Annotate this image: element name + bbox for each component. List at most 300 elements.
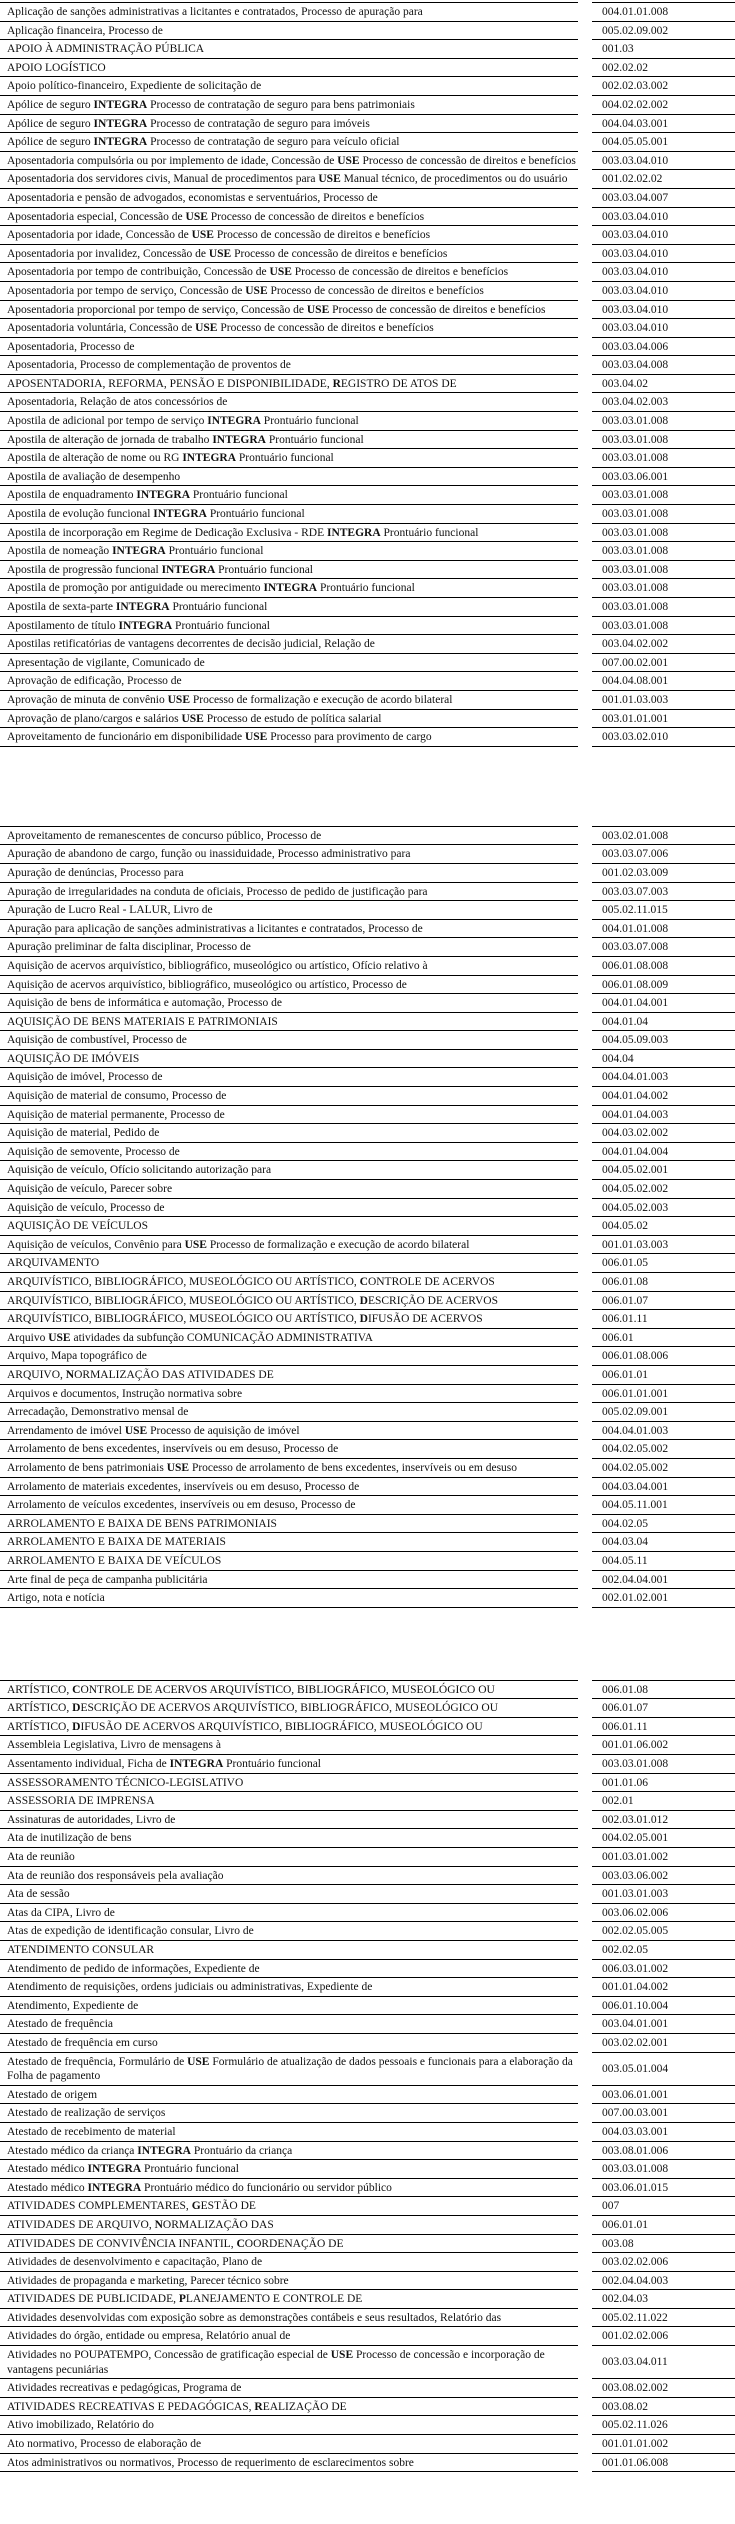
column-gap <box>578 1217 592 1236</box>
column-gap <box>578 301 592 320</box>
index-row <box>0 1254 735 1273</box>
entry-cell <box>0 319 578 338</box>
column-gap <box>578 2309 592 2328</box>
index-row <box>0 2086 735 2105</box>
entry-text: Processo de contratação de seguro para bens patrimoniais <box>147 98 415 111</box>
column-gap <box>578 1310 592 1329</box>
index-row <box>0 1718 735 1737</box>
entry-text: Arrendamento de imóvel <box>7 1424 125 1437</box>
entry-cell <box>0 1478 578 1497</box>
index-row <box>0 1199 735 1218</box>
entry-cell <box>0 1811 578 1830</box>
entry-text: Atestado médico da criança <box>7 2144 138 2157</box>
index-row <box>0 1329 735 1348</box>
classification-code: 004.05.02.003 <box>592 1199 735 1218</box>
entry-text: Aprovação de plano/cargos e salários <box>7 712 182 725</box>
entry-cell <box>0 1885 578 1904</box>
entry-cell <box>0 1087 578 1106</box>
bold-keyword: USE <box>208 247 232 260</box>
classification-code: 003.03.01.008 <box>592 542 735 561</box>
entry-text: Aproveitamento de funcionário em disponibilidade <box>7 731 245 744</box>
classification-code: 007 <box>592 2197 735 2216</box>
classification-code: 007.00.02.001 <box>592 654 735 673</box>
classification-code: 001.01.03.003 <box>592 1236 735 1255</box>
column-gap <box>578 2123 592 2142</box>
classification-code: 001.02.02.006 <box>592 2327 735 2346</box>
entry-cell <box>0 1217 578 1236</box>
index-row <box>0 1478 735 1497</box>
column-gap <box>578 2290 592 2309</box>
column-gap <box>578 2197 592 2216</box>
column-gap <box>578 170 592 189</box>
entry-text: Aposentadoria e pensão de advogados, economistas e serventuários, Processo de <box>7 191 378 204</box>
entry-text: Aproveitamento de remanescentes de concurso público, Processo de <box>7 829 322 842</box>
classification-code: 004.01.04.002 <box>592 1087 735 1106</box>
index-row <box>0 1403 735 1422</box>
entry-text: ONTROLE DE ACERVOS <box>367 1276 495 1288</box>
index-row <box>0 1755 735 1774</box>
entry-text: Aposentadoria dos servidores civis, Manual de procedimentos para <box>7 173 319 186</box>
bold-keyword: C <box>236 2237 245 2250</box>
classification-code: 004.01.04 <box>592 1013 735 1032</box>
classification-code: 005.02.11.022 <box>592 2309 735 2328</box>
entry-text: ATENDIMENTO CONSULAR <box>7 1944 155 1956</box>
bold-keyword: D <box>72 1720 81 1733</box>
classification-code: 003.03.04.010 <box>592 208 735 227</box>
index-row <box>0 2053 735 2086</box>
entry-text: Prontuário funcional <box>206 508 305 521</box>
entry-text: Arrolamento de bens excedentes, inservíveis ou em desuso, Processo de <box>7 1443 339 1456</box>
column-gap <box>578 2454 592 2473</box>
index-row <box>0 1867 735 1886</box>
entry-text: Aquisição de veículo, Parecer sobre <box>7 1183 173 1196</box>
entry-cell <box>0 1273 578 1292</box>
entry-text: Processo de concessão de direitos e benefícios <box>207 210 425 223</box>
column-gap <box>578 1774 592 1793</box>
classification-code: 001.02.02.02 <box>592 170 735 189</box>
column-gap <box>578 561 592 580</box>
entry-cell <box>0 245 578 264</box>
index-row <box>0 1217 735 1236</box>
index-row <box>0 468 735 487</box>
bold-keyword: R <box>254 2400 263 2413</box>
column-gap <box>578 1867 592 1886</box>
classification-code: 001.01.01.002 <box>592 2435 735 2454</box>
index-row <box>0 77 735 96</box>
column-gap <box>578 938 592 957</box>
bold-keyword: D <box>359 1313 368 1326</box>
entry-text: ARROLAMENTO E BAIXA DE MATERIAIS <box>7 1536 226 1549</box>
entry-text: Atos administrativos ou normativos, Processo de requerimento de esclarecimentos sobre <box>7 2456 414 2469</box>
entry-cell <box>0 2086 578 2105</box>
classification-code: 003.04.02 <box>592 375 735 394</box>
entry-cell <box>0 189 578 208</box>
column-gap <box>578 1811 592 1830</box>
entry-cell <box>0 1533 578 1552</box>
column-gap <box>578 2104 592 2123</box>
entry-text: Formulário de atualização de dados pessoais e funcionais para a elaboração da Folha de pagamento <box>7 2055 573 2083</box>
entry-text: Aposentadoria, Processo de complementação de proventos de <box>7 359 291 372</box>
index-row <box>0 1848 735 1867</box>
column-gap <box>578 2142 592 2161</box>
index-row <box>0 1978 735 1997</box>
entry-text: Apostila de enquadramento <box>7 489 137 502</box>
bold-keyword: G <box>191 2200 201 2213</box>
index-row <box>0 2379 735 2398</box>
entry-text: Aposentadoria por tempo de contribuição, Concessão de <box>7 266 270 279</box>
classification-code: 003.03.04.008 <box>592 356 735 375</box>
classification-code: 003.03.07.003 <box>592 883 735 902</box>
classification-code: 004.02.02.002 <box>592 96 735 115</box>
entry-text: Aquisição de material permanente, Processo de <box>7 1108 225 1121</box>
entry-cell <box>0 1829 578 1848</box>
entry-text: Apostila de evolução funcional <box>7 508 154 521</box>
entry-text: Prontuário funcional <box>223 1758 321 1771</box>
classification-index-table-2 <box>0 826 735 1608</box>
entry-text: ESCRIÇÃO DE ACERVOS ARQUIVÍSTICO, BIBLIOGRÁFICO, MUSEOLÓGICO OU <box>80 1702 499 1715</box>
bold-keyword: USE <box>124 1424 148 1437</box>
entry-text: Processo de concessão de direitos e benefícios <box>231 247 448 260</box>
classification-code: 004.01.04.001 <box>592 994 735 1013</box>
index-row <box>0 845 735 864</box>
classification-code: 004.05.05.001 <box>592 133 735 152</box>
index-row <box>0 2216 735 2235</box>
entry-text: Aplicação de sanções administrativas a licitantes e contratados, Processo de apuração para <box>7 6 423 18</box>
entry-cell <box>0 957 578 976</box>
entry-text: ATIVIDADES RECREATIVAS E PEDAGÓGICAS, <box>7 2400 255 2413</box>
index-row <box>0 617 735 636</box>
classification-code: 004.03.04 <box>592 1533 735 1552</box>
index-row <box>0 1050 735 1069</box>
classification-code: 003.03.04.011 <box>592 2346 735 2379</box>
classification-code: 004.04.01.003 <box>592 1422 735 1441</box>
entry-cell <box>0 1552 578 1571</box>
column-gap <box>578 375 592 394</box>
classification-code: 003.03.04.010 <box>592 245 735 264</box>
entry-text: Prontuário funcional <box>190 489 288 502</box>
entry-text: Aquisição de acervos arquivístico, bibliográfico, museológico ou artístico, Processo de <box>7 978 407 991</box>
classification-code: 004.05.02.001 <box>592 1161 735 1180</box>
entry-cell <box>0 1680 578 1700</box>
entry-cell <box>0 338 578 357</box>
entry-cell <box>0 938 578 957</box>
entry-text: ORMALIZAÇÃO DAS <box>162 2218 274 2231</box>
index-row <box>0 524 735 543</box>
classification-code: 006.01.01.001 <box>592 1385 735 1404</box>
entry-text: Atividades desenvolvidas com exposição sobre as demonstrações contábeis e seus resultados, Relatório das <box>7 2311 502 2324</box>
classification-code: 006.01.11 <box>592 1310 735 1329</box>
classification-code: 003.03.07.008 <box>592 938 735 957</box>
entry-text: Apólice de seguro <box>7 98 94 111</box>
entry-text: Apostila de progressão funcional <box>7 563 162 576</box>
entry-text: Apostila de sexta-parte <box>7 601 116 613</box>
classification-code: 003.03.01.008 <box>592 412 735 431</box>
entry-cell <box>0 40 578 59</box>
entry-text: Atestado de recebimento de material <box>7 2125 176 2138</box>
entry-cell <box>0 845 578 864</box>
classification-code: 002.01.02.001 <box>592 1589 735 1608</box>
classification-code: 004.05.02.002 <box>592 1180 735 1199</box>
column-gap <box>578 2346 592 2379</box>
column-gap <box>578 2253 592 2272</box>
classification-code: 001.02.03.009 <box>592 864 735 883</box>
entry-text: Prontuário funcional <box>165 545 264 558</box>
classification-code: 003.03.07.006 <box>592 845 735 864</box>
index-row <box>0 40 735 59</box>
entry-text: Processo de contratação de seguro para veículo oficial <box>147 136 400 149</box>
index-row <box>0 883 735 902</box>
index-row <box>0 1736 735 1755</box>
index-row <box>0 579 735 598</box>
bold-keyword: USE <box>306 303 330 316</box>
bold-keyword: P <box>178 2293 186 2306</box>
column-gap <box>578 542 592 561</box>
entry-cell <box>0 115 578 134</box>
index-row <box>0 189 735 208</box>
entry-cell <box>0 282 578 301</box>
entry-cell <box>0 1403 578 1422</box>
index-row <box>0 1941 735 1960</box>
column-gap <box>578 826 592 846</box>
index-row <box>0 375 735 394</box>
column-gap <box>578 2053 592 2086</box>
entry-cell <box>0 2034 578 2053</box>
column-gap <box>578 994 592 1013</box>
entry-cell <box>0 2216 578 2235</box>
index-row <box>0 1366 735 1385</box>
entry-text: Apuração para aplicação de sanções administrativas a licitantes e contratados, Processo de <box>7 922 423 935</box>
column-gap <box>578 845 592 864</box>
entry-cell <box>0 579 578 598</box>
column-gap <box>578 1329 592 1348</box>
entry-text: Apostila de nomeação <box>7 545 113 558</box>
entry-cell <box>0 1254 578 1273</box>
entry-cell <box>0 1699 578 1718</box>
entry-text: Aposentadoria compulsória ou por implemento de idade, Concessão de <box>7 154 338 167</box>
entry-text: Processo de contratação de seguro para imóveis <box>147 117 370 130</box>
entry-text: OORDENAÇÃO DE <box>244 2237 344 2250</box>
entry-text: Aposentadoria, Relação de atos concessórios de <box>7 396 228 409</box>
index-row <box>0 2015 735 2034</box>
entry-text: Atestado médico <box>7 2181 88 2194</box>
classification-code: 006.01.05 <box>592 1254 735 1273</box>
entry-text: Ativo imobilizado, Relatório do <box>7 2419 154 2432</box>
entry-text: Arquivo, Mapa topográfico de <box>7 1350 147 1363</box>
classification-code: 004.04.08.001 <box>592 672 735 691</box>
column-gap <box>578 579 592 598</box>
entry-cell <box>0 1013 578 1032</box>
entry-text: Assinaturas de autoridades, Livro de <box>7 1813 176 1826</box>
entry-cell <box>0 2346 578 2379</box>
entry-cell <box>0 1459 578 1478</box>
entry-text: Apuração preliminar de falta disciplinar, Processo de <box>7 941 251 954</box>
classification-code: 004.02.05 <box>592 1515 735 1534</box>
index-row <box>0 2272 735 2291</box>
classification-code: 003.04.02.002 <box>592 635 735 654</box>
classification-code: 003.03.04.010 <box>592 226 735 245</box>
entry-text: Apostila de alteração de jornada de trabalho <box>7 433 213 446</box>
index-row <box>0 1515 735 1534</box>
bold-keyword: INTEGRA <box>93 98 148 111</box>
entry-text: Arrecadação, Demonstrativo mensal de <box>7 1406 189 1419</box>
index-row <box>0 2123 735 2142</box>
index-row <box>0 976 735 995</box>
entry-cell <box>0 2327 578 2346</box>
entry-cell <box>0 1068 578 1087</box>
entry-text: Aprovação de minuta de convênio <box>7 693 168 706</box>
entry-text: Aprovação de edificação, Processo de <box>7 675 182 688</box>
entry-text: Ata de reunião <box>7 1851 75 1864</box>
entry-text: AQUISIÇÃO DE BENS MATERIAIS E PATRIMONIAIS <box>7 1015 278 1028</box>
index-row <box>0 1031 735 1050</box>
entry-text: APOIO LOGÍSTICO <box>7 61 106 74</box>
entry-text: Prontuário da criança <box>190 2144 293 2157</box>
index-row <box>0 1589 735 1608</box>
classification-code: 003.03.01.008 <box>592 579 735 598</box>
column-gap <box>578 1829 592 1848</box>
entry-text: Ata de inutilização de bens <box>7 1832 132 1845</box>
classification-code: 003.03.01.008 <box>592 2160 735 2179</box>
column-gap <box>578 2435 592 2454</box>
index-row <box>0 1347 735 1366</box>
column-gap <box>578 2034 592 2053</box>
entry-cell <box>0 1792 578 1811</box>
classification-code: 003.03.01.008 <box>592 449 735 468</box>
column-gap <box>578 2379 592 2398</box>
entry-text: LANEJAMENTO E CONTROLE DE <box>185 2293 363 2306</box>
entry-cell <box>0 1718 578 1737</box>
entry-text: Apuração de abandono de cargo, função ou inassiduidade, Processo administrativo para <box>7 848 411 861</box>
column-gap <box>578 1736 592 1755</box>
column-gap <box>578 1087 592 1106</box>
classification-code: 006.01.08 <box>592 1680 735 1700</box>
classification-code: 002.01 <box>592 1792 735 1811</box>
entry-cell <box>0 356 578 375</box>
entry-cell <box>0 1440 578 1459</box>
entry-text: Atendimento de requisições, ordens judiciais ou administrativas, Expediente de <box>7 1981 373 1994</box>
column-gap <box>578 1680 592 1700</box>
bold-keyword: USE <box>269 266 292 279</box>
entry-cell <box>0 654 578 673</box>
entry-cell <box>0 1941 578 1960</box>
index-row <box>0 561 735 580</box>
entry-text: Arquivos e documentos, Instrução normativa sobre <box>7 1387 243 1400</box>
bold-keyword: N <box>154 2218 163 2231</box>
entry-cell <box>0 901 578 920</box>
entry-cell <box>0 59 578 78</box>
index-row <box>0 226 735 245</box>
entry-text: Apostilamento de título <box>7 619 119 632</box>
bold-keyword: C <box>359 1276 368 1288</box>
index-row <box>0 1385 735 1404</box>
column-gap <box>578 1366 592 1385</box>
index-row <box>0 263 735 282</box>
index-row <box>0 1885 735 1904</box>
column-gap <box>578 883 592 902</box>
index-row <box>0 2235 735 2254</box>
entry-text: Manual técnico, de procedimentos ou do usuário <box>340 173 568 186</box>
index-row <box>0 505 735 524</box>
index-row <box>0 2 735 22</box>
entry-cell <box>0 1347 578 1366</box>
entry-cell <box>0 2235 578 2254</box>
entry-cell <box>0 263 578 282</box>
column-gap <box>578 1422 592 1441</box>
entry-text: ATIVIDADES DE ARQUIVO, <box>7 2218 155 2231</box>
classification-code: 002.02.05.005 <box>592 1922 735 1941</box>
bold-keyword: USE <box>318 173 341 186</box>
classification-code: 004.04.01.003 <box>592 1068 735 1087</box>
classification-code: 004.05.09.003 <box>592 1031 735 1050</box>
index-row <box>0 1533 735 1552</box>
entry-text: ARROLAMENTO E BAIXA DE VEÍCULOS <box>7 1554 222 1567</box>
column-gap <box>578 1885 592 1904</box>
entry-text: ORMALIZAÇÃO DAS ATIVIDADES DE <box>74 1368 274 1381</box>
classification-code: 004.03.04.001 <box>592 1478 735 1497</box>
index-row <box>0 901 735 920</box>
entry-text: Processo de formalização e execução de acordo bilateral <box>190 693 453 706</box>
classification-code: 003.03.01.008 <box>592 1755 735 1774</box>
index-row <box>0 672 735 691</box>
classification-code: 002.02.03.002 <box>592 77 735 96</box>
index-row <box>0 59 735 78</box>
classification-code: 002.02.05 <box>592 1941 735 1960</box>
entry-text: Aposentadoria por invalidez, Concessão de <box>7 247 209 260</box>
index-row <box>0 412 735 431</box>
entry-text: IFUSÃO DE ACERVOS ARQUIVÍSTICO, BIBLIOGRÁFICO, MUSEOLÓGICO OU <box>80 1720 483 1733</box>
classification-code: 003.03.04.010 <box>592 319 735 338</box>
entry-cell <box>0 598 578 617</box>
index-row <box>0 393 735 412</box>
column-gap <box>578 1792 592 1811</box>
classification-code: 003.03.06.002 <box>592 1867 735 1886</box>
entry-cell <box>0 468 578 487</box>
index-row <box>0 1459 735 1478</box>
classification-code: 004.05.11.001 <box>592 1496 735 1515</box>
entry-cell <box>0 170 578 189</box>
bold-keyword: D <box>72 1702 81 1715</box>
entry-text: Apoio político-financeiro, Expediente de solicitação de <box>7 80 262 93</box>
entry-text: Atividades de desenvolvimento e capacitação, Plano de <box>7 2256 263 2269</box>
entry-cell <box>0 710 578 729</box>
classification-code: 003.03.01.008 <box>592 524 735 543</box>
index-row <box>0 1310 735 1329</box>
column-gap <box>578 96 592 115</box>
entry-cell <box>0 617 578 636</box>
entry-cell <box>0 542 578 561</box>
index-row <box>0 1106 735 1125</box>
index-row <box>0 1552 735 1571</box>
index-row <box>0 1904 735 1923</box>
entry-cell <box>0 1199 578 1218</box>
entry-cell <box>0 2104 578 2123</box>
index-row <box>0 1997 735 2016</box>
bold-keyword: INTEGRA <box>112 545 166 558</box>
entry-cell <box>0 920 578 939</box>
index-row <box>0 1087 735 1106</box>
column-gap <box>578 2160 592 2179</box>
column-gap <box>578 1292 592 1311</box>
entry-cell <box>0 486 578 505</box>
column-gap <box>578 1106 592 1125</box>
column-gap <box>578 920 592 939</box>
classification-code: 004.05.11 <box>592 1552 735 1571</box>
index-row <box>0 1068 735 1087</box>
classification-code: 006.01.11 <box>592 1718 735 1737</box>
index-row <box>0 2416 735 2435</box>
index-row <box>0 635 735 654</box>
bold-keyword: USE <box>184 1238 207 1251</box>
